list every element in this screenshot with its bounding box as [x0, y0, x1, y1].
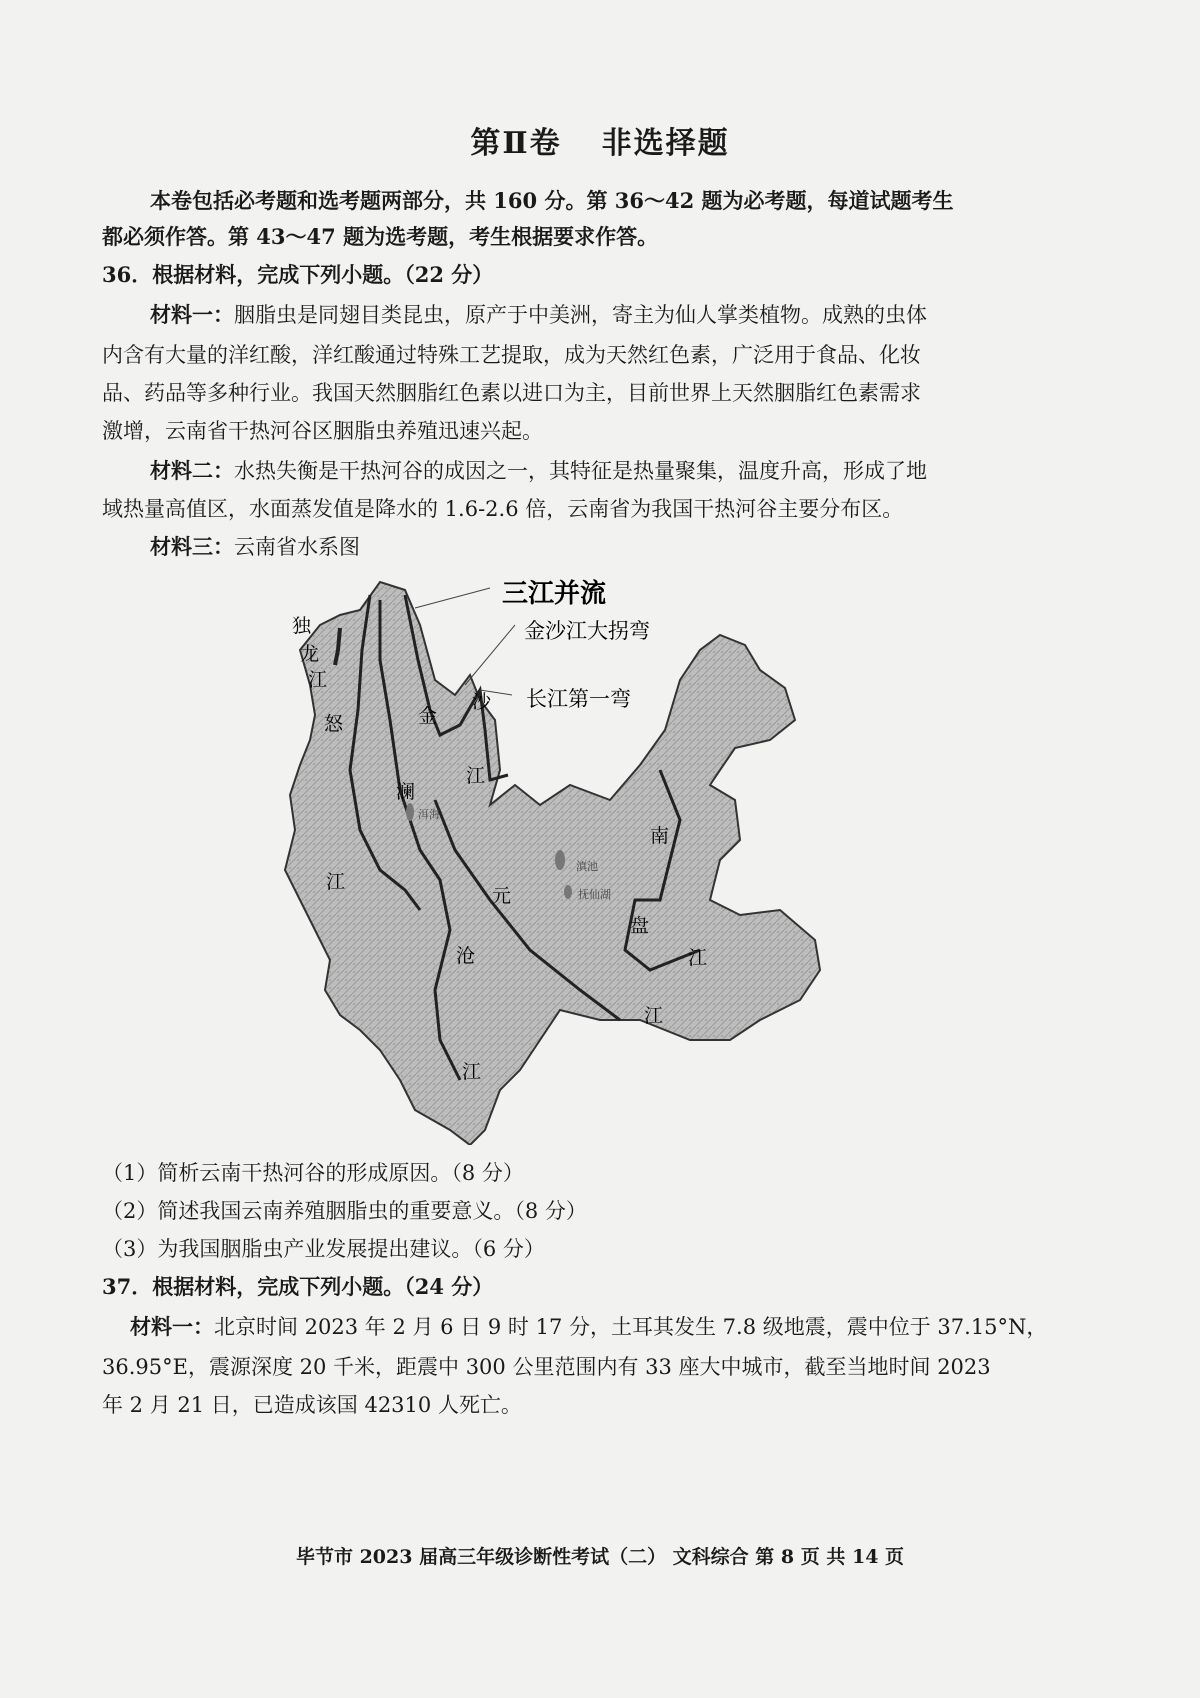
callout-jinsha-bend: 金沙江大拐弯	[524, 619, 650, 643]
section-name: 非选择题	[601, 126, 730, 161]
q37-material1-first	[130, 1312, 1047, 1342]
q36-sub-1: （1）简析云南干热河谷的形成原因。（8 分）	[102, 1161, 524, 1185]
label-yuan-2: 江	[644, 1005, 664, 1027]
label-jinsha-1: 金	[418, 705, 438, 727]
lake-erhai	[406, 803, 414, 821]
yunnan-river-map	[240, 570, 880, 1145]
q37-m1-line-2: 36.95°E，震源深度 20 千米，距震中 300 公里范围内有 33 座大中城市，截至当地时间 2023	[102, 1355, 991, 1379]
q36-heading: 36．根据材料，完成下列小题。（22 分）	[102, 262, 494, 287]
q36-m1-line-3: 品、药品等多种行业。我国天然胭脂红色素以进口为主，目前世界上天然胭脂红色素需求	[102, 381, 921, 405]
label-dulong-3: 江	[308, 669, 328, 691]
q36-sub-3: （3）为我国胭脂虫产业发展提出建议。（6 分）	[102, 1237, 545, 1261]
label-lancang-2: 沧	[456, 945, 476, 967]
q36-m3-label: 材料三：	[150, 534, 234, 559]
intro-line-1: 本卷包括必考题和选考题两部分，共 160 分。第 36～42 题为必考题，每道试题考生	[150, 188, 954, 213]
label-yuan-1: 元	[492, 885, 512, 907]
label-dianchi: 滇池	[576, 860, 598, 873]
label-dulong-1: 独	[292, 615, 312, 637]
label-nu-2: 江	[326, 871, 346, 893]
q36-material2-first	[150, 456, 927, 486]
q36-m1-line-2: 内含有大量的洋红酸，洋红酸通过特殊工艺提取，成为天然红色素，广泛用于食品、化妆	[102, 343, 921, 367]
lake-fuxian	[564, 885, 572, 899]
callout-leader-2	[465, 625, 515, 685]
label-nu-1: 怒	[324, 713, 344, 735]
label-dulong-2: 龙	[300, 643, 320, 665]
section-part: 第Ⅱ卷	[470, 126, 562, 161]
label-fuxian: 抚仙湖	[578, 888, 611, 901]
q37-m1-line-1: 北京时间 2023 年 2 月 6 日 9 时 17 分，土耳其发生 7.8 级地震，震中位于 37.15°N，	[214, 1315, 1048, 1339]
callout-leader-1	[415, 588, 490, 608]
q36-m1-line-1: 胭脂虫是同翅目类昆虫，原产于中美洲，寄主为仙人掌类植物。成熟的虫体	[234, 303, 927, 327]
q37-heading: 37．根据材料，完成下列小题。（24 分）	[102, 1274, 494, 1299]
intro-line-2: 都必须作答。第 43～47 题为选考题，考生根据要求作答。	[102, 224, 659, 249]
q37-m1-label: 材料一：	[130, 1314, 214, 1339]
map-callouts	[502, 578, 650, 711]
q36-m1-line-4: 激增，云南省干热河谷区胭脂虫养殖迅速兴起。	[102, 419, 543, 443]
page-footer: 毕节市 2023 届高三年级诊断性考试（二） 文科综合 第 8 页 共 14 页	[295, 1546, 905, 1568]
label-nanpan-1: 南	[650, 825, 670, 847]
q36-m2-label: 材料二：	[150, 458, 234, 483]
label-lancang-1: 澜	[396, 781, 416, 803]
section-title	[0, 118, 1200, 162]
q36-m1-label: 材料一：	[150, 302, 234, 327]
lake-dianchi	[555, 850, 565, 870]
q37-m1-line-3: 年 2 月 21 日，已造成该国 42310 人死亡。	[102, 1393, 522, 1417]
label-jinsha-3: 江	[466, 765, 486, 787]
label-erhai: 洱海	[418, 808, 440, 821]
callout-three-rivers: 三江并流	[502, 579, 607, 609]
label-nanpan-2: 盘	[630, 915, 650, 937]
label-lancang-3: 江	[462, 1061, 482, 1083]
q36-sub-2: （2）简述我国云南养殖胭脂虫的重要意义。（8 分）	[102, 1199, 587, 1223]
q36-m2-line-1: 水热失衡是干热河谷的成因之一，其特征是热量聚集，温度升高，形成了地	[234, 459, 927, 483]
yunnan-province-shape	[285, 582, 820, 1145]
q36-m3-text: 云南省水系图	[234, 535, 360, 559]
label-jinsha-2: 沙	[472, 691, 492, 713]
q36-material1-first	[150, 300, 927, 330]
callout-first-bend: 长江第一弯	[526, 687, 631, 711]
q36-material3	[150, 532, 360, 562]
label-nanpan-3: 江	[688, 947, 708, 969]
q36-m2-line-2: 域热量高值区，水面蒸发值是降水的 1.6-2.6 倍，云南省为我国干热河谷主要分布区。	[102, 497, 904, 521]
